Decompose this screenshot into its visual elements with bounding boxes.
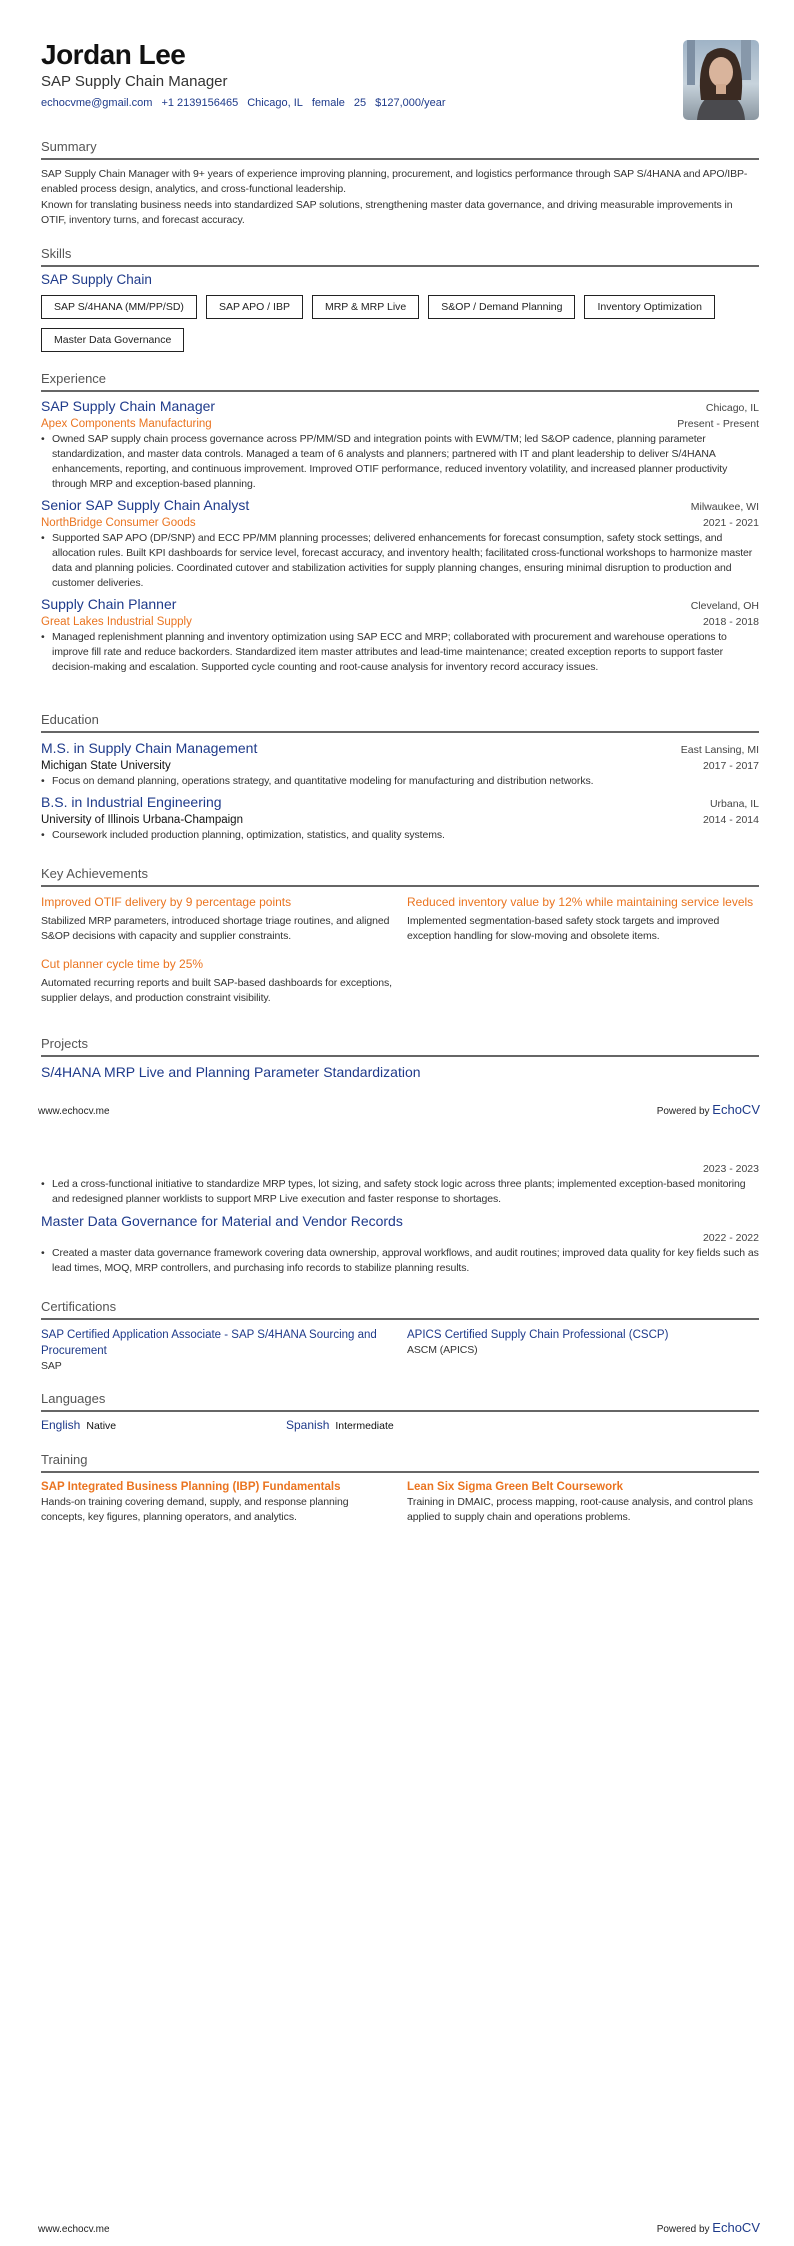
footer-site-link[interactable]: www.echocv.me — [38, 2224, 110, 2235]
training-section — [41, 1452, 759, 1525]
job-title: Senior SAP Supply Chain Analyst — [41, 497, 250, 513]
language-item — [41, 1417, 116, 1434]
projects-heading: Projects — [41, 1036, 759, 1057]
brand-logo: EchoCV — [712, 1102, 760, 1117]
job-location: Milwaukee, WI — [690, 501, 759, 513]
job-bullet: • Supported SAP APO (DP/SNP) and ECC PP/MM planning processes; delivered enhancements for forecast consumption, safety stock settings, and allocation rules. Built KPI dashboards for service level, forecast accuracy, and inventory health; facilitated cross-functional workshops to harmonize master data and planning policies. Coordinated cutover and stabilization activities for supply planning changes, ensuring minimal disruption to production and customer deliveries. — [41, 531, 759, 591]
footer-powered — [657, 2220, 760, 2235]
degree: M.S. in Supply Chain Management — [41, 740, 258, 756]
contact-phone[interactable]: +1 2139156465 — [161, 97, 239, 109]
education-heading: Education — [41, 712, 759, 733]
skill-chip: SAP S/4HANA (MM/PP/SD) — [41, 295, 197, 319]
achievement-desc: Stabilized MRP parameters, introduced shortage triage routines, and aligned S&OP decisions with capacity and supplier constraints. — [41, 915, 390, 942]
education-dates: 2014 - 2014 — [702, 814, 759, 826]
job-company: Apex Components Manufacturing — [41, 418, 212, 430]
summary-paragraph: Known for translating business needs into standardized SAP solutions, strengthening master data governance, and driving measurable improvements in OTIF, inventory turns, and forecast accuracy. — [41, 199, 733, 226]
achievement-title: Improved OTIF delivery by 9 percentage points — [41, 895, 292, 909]
page-footer — [38, 1102, 760, 1117]
job-entry — [41, 496, 759, 591]
project-dates: 2023 - 2023 — [702, 1163, 759, 1175]
job-title: Supply Chain Planner — [41, 596, 177, 612]
contact-location: Chicago, IL — [247, 97, 303, 109]
job-dates: Present - Present — [677, 418, 759, 430]
powered-by-label: Powered by — [656, 1106, 710, 1117]
training-desc: Training in DMAIC, process mapping, root-cause analysis, and control plans applied to supply chain and operations problems. — [407, 1496, 753, 1523]
profile-photo — [683, 40, 759, 120]
achievements-section — [41, 866, 759, 1006]
certifications-heading: Certifications — [41, 1299, 759, 1320]
job-title: SAP Supply Chain Manager — [41, 398, 216, 414]
skill-chip: Inventory Optimization — [584, 295, 714, 319]
training-heading: Training — [41, 1452, 759, 1473]
certification-name: APICS Certified Supply Chain Professional (CSCP) — [407, 1329, 669, 1341]
summary-section — [41, 139, 759, 228]
summary-heading: Summary — [41, 139, 759, 160]
job-company: NorthBridge Consumer Goods — [41, 517, 196, 529]
project-bullet: • Led a cross-functional initiative to standardize MRP types, lot sizing, and safety stock logic across three plants; implemented exception-based monitoring and redesigned planner worklists to support MRP Live execution and faster response to shortages. — [41, 1177, 759, 1207]
project-dates: 2022 - 2022 — [702, 1232, 759, 1244]
school: Michigan State University — [41, 760, 171, 772]
education-entry — [41, 793, 759, 843]
education-location: Urbana, IL — [709, 798, 759, 810]
achievements-heading: Key Achievements — [41, 866, 759, 887]
achievement-title: Cut planner cycle time by 25% — [41, 957, 204, 971]
projects-continued — [41, 1161, 759, 1276]
job-dates: 2021 - 2021 — [702, 517, 759, 529]
skill-chip: MRP & MRP Live — [312, 295, 419, 319]
skill-chip: S&OP / Demand Planning — [428, 295, 575, 319]
job-location: Cleveland, OH — [690, 600, 759, 612]
skills-heading: Skills — [41, 246, 759, 267]
achievement-title: Reduced inventory value by 12% while maintaining service levels — [407, 895, 754, 909]
education-location: East Lansing, MI — [680, 744, 759, 756]
job-dates: 2018 - 2018 — [702, 616, 759, 628]
training-title: SAP Integrated Business Planning (IBP) Fundamentals — [41, 1481, 341, 1493]
school: University of Illinois Urbana-Champaign — [41, 814, 243, 826]
experience-section — [41, 371, 759, 675]
skill-group-title: SAP Supply Chain — [41, 272, 152, 287]
certification-name: SAP Certified Application Associate - SAP S/4HANA Sourcing and Procurement — [41, 1329, 377, 1357]
contact-gender: female — [311, 97, 345, 109]
certification-item — [407, 1327, 759, 1374]
job-bullet: • Owned SAP supply chain process governance across PP/MM/SD and integration points with EWM/TM; led S&OP cadence, planning parameter standardization, and master data controls. Managed a team of 6 analysts and planners; partnered with IT and plant leadership to deliver S/4HANA enhancements, reporting, and continuous improvement. Improved OTIF performance, reduced inventory volatility, and increased planner productivity through MRP and exception-based planning. — [41, 432, 759, 492]
degree: B.S. in Industrial Engineering — [41, 794, 222, 810]
footer-site-link[interactable]: www.echocv.me — [38, 1106, 110, 1117]
candidate-name: Jordan Lee — [41, 39, 186, 70]
brand-logo: EchoCV — [712, 2220, 760, 2235]
contact-email[interactable]: echocvme@gmail.com — [41, 97, 153, 109]
contact-line — [41, 96, 759, 110]
certification-issuer: ASCM (APICS) — [407, 1344, 478, 1356]
header — [41, 39, 759, 110]
summary-paragraph: SAP Supply Chain Manager with 9+ years of experience improving planning, procurement, and logistics performance through SAP S/4HANA and APO/IBP-enabled process design, analytics, and cross-functional leadership. — [41, 168, 748, 195]
project-title: Master Data Governance for Material and Vendor Records — [41, 1213, 403, 1229]
job-entry — [41, 595, 759, 675]
job-company: Great Lakes Industrial Supply — [41, 616, 192, 628]
contact-age: 25 — [353, 97, 367, 109]
experience-heading: Experience — [41, 371, 759, 392]
skill-chip: SAP APO / IBP — [206, 295, 303, 319]
education-bullet: • Focus on demand planning, operations strategy, and quantitative modeling for manufacturing and distribution networks. — [41, 774, 759, 789]
candidate-title: SAP Supply Chain Manager — [41, 73, 228, 90]
certification-issuer: SAP — [41, 1360, 62, 1372]
training-item — [407, 1480, 759, 1525]
powered-by-label: Powered by — [656, 2224, 710, 2235]
language-name: English — [41, 1418, 81, 1432]
achievement-desc: Automated recurring reports and built SAP-based dashboards for exceptions, supplier delays, and production constraint visibility. — [41, 977, 392, 1004]
achievement-desc: Implemented segmentation-based safety stock targets and improved exception handling for slow-moving and obsolete items. — [407, 915, 720, 942]
footer-powered — [657, 1102, 760, 1117]
achievement-item — [41, 956, 393, 1006]
job-entry — [41, 397, 759, 492]
education-entry — [41, 739, 759, 789]
page-footer — [38, 2220, 760, 2235]
project-bullet: • Created a master data governance framework covering data ownership, approval workflows, and audit routines; improved data quality for key fields such as lead times, MOQ, MRP controllers, and purchasing info records to stabilize planning results. — [41, 1246, 759, 1276]
achievement-item — [407, 894, 759, 944]
contact-salary: $127,000/year — [375, 97, 446, 109]
skills-section — [41, 246, 759, 352]
language-level: Intermediate — [335, 1420, 394, 1432]
certifications-section — [41, 1299, 759, 1374]
training-item — [41, 1480, 393, 1525]
project-title: S/4HANA MRP Live and Planning Parameter Standardization — [41, 1064, 421, 1080]
training-desc: Hands-on training covering demand, supply, and response planning concepts, key figures, planning operators, and analytics. — [41, 1496, 349, 1523]
languages-heading: Languages — [41, 1391, 759, 1412]
achievement-item — [41, 894, 393, 944]
language-level: Native — [86, 1420, 117, 1432]
certification-item — [41, 1327, 393, 1374]
training-title: Lean Six Sigma Green Belt Coursework — [407, 1481, 624, 1493]
job-location: Chicago, IL — [705, 402, 759, 414]
skill-chips — [41, 295, 759, 352]
skill-chip: Master Data Governance — [41, 328, 184, 352]
education-bullet: • Coursework included production planning, optimization, statistics, and quality systems. — [41, 828, 759, 843]
languages-section — [41, 1391, 759, 1412]
education-section — [41, 712, 759, 843]
education-dates: 2017 - 2017 — [702, 760, 759, 772]
projects-section — [41, 1036, 759, 1081]
language-name: Spanish — [286, 1418, 330, 1432]
language-item — [286, 1417, 394, 1434]
job-bullet: • Managed replenishment planning and inventory optimization using SAP ECC and MRP; collaborated with procurement and warehouse operations to improve fill rate and reduce backorders. Standardized item master attributes and lead-time maintenance; created exception reports to support faster decision-making and escalation. Supported cycle counting and root-cause analysis for inventory record accuracy issues. — [41, 630, 759, 675]
